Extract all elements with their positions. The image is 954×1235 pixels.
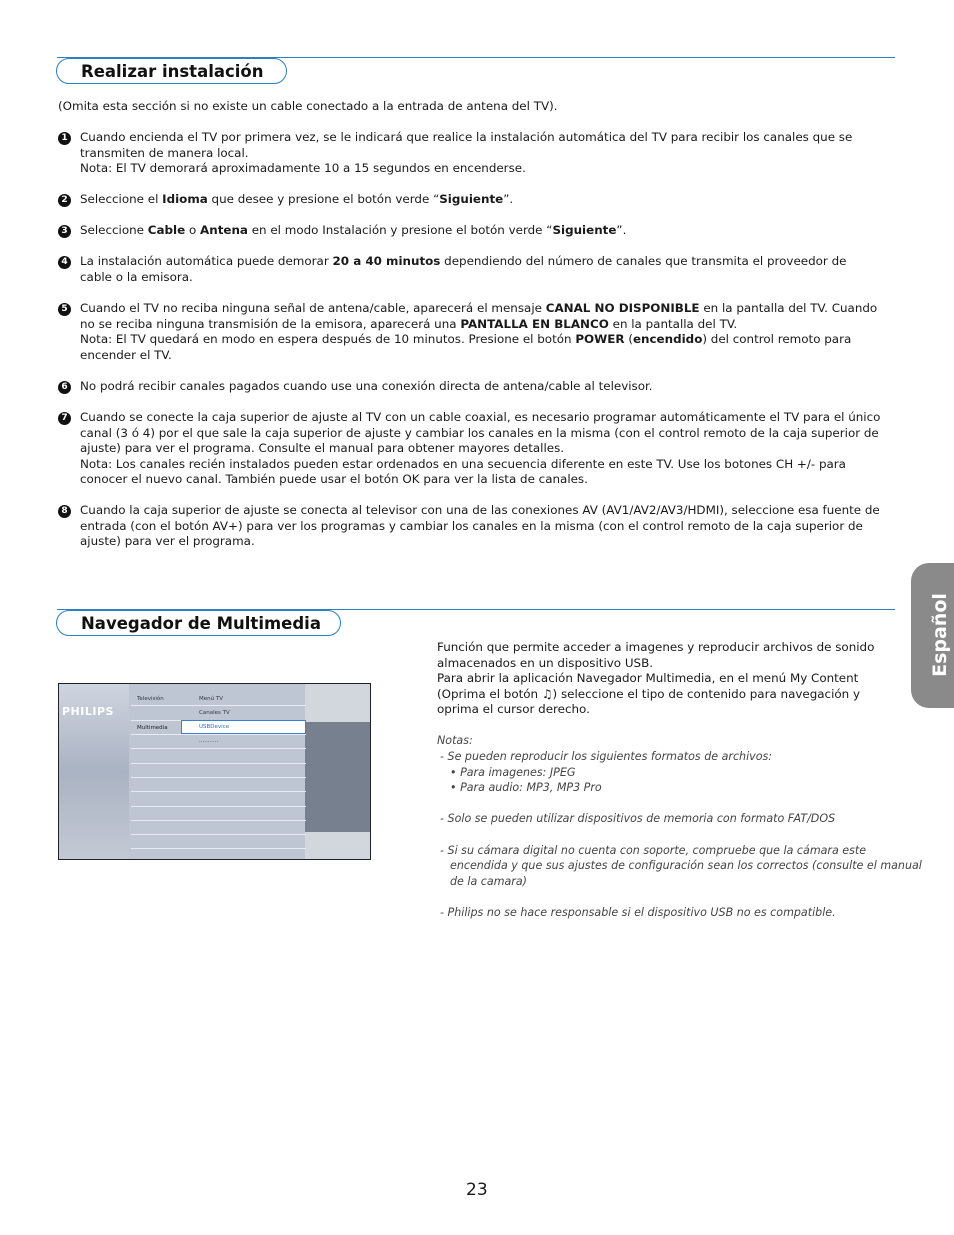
- step-8-text: Cuando la caja superior de ajuste se conecta al televisor con una de las conexiones AV (AV1/AV2/AV3/HDMI), seleccione esa fuente de entrada (con el botón AV+) para ver los programas y cambiar los canales en la misma (con el control remoto de la caja superior de ajuste) para ver el programa.: [80, 503, 880, 548]
- step-6-text: No podrá recibir canales pagados cuando use una conexión directa de antena/cable al televisor.: [80, 379, 653, 393]
- philips-logo: PHILIPS: [62, 705, 114, 718]
- step-number: 2: [58, 194, 71, 207]
- step-3-text: Seleccione Cable o Antena en el modo Instalación y presione el botón verde “Siguiente”.: [80, 223, 627, 237]
- step-5-text: Cuando el TV no reciba ninguna señal de antena/cable, aparecerá el mensaje CANAL NO DISPONIBLE en la pantalla del TV. Cuando no se reciba ninguna transmisión de la emisora, aparecerá una PANTALLA EN BLANCO en la pantalla del TV. Nota: El TV quedará en modo en espera después de 10 minutos. Presione el botón POWER (encendido) del control remoto para encender el TV.: [80, 301, 878, 362]
- step-number: 4: [58, 256, 71, 269]
- my-content-icon: ♫: [541, 686, 553, 701]
- multimedia-description: Función que permite acceder a imagenes y reproducir archivos de sonido almacenados en un dispositivo USB. Para abrir la aplicación Navegador Multimedia, en el menú My Content (Oprima el botón ♫) seleccione el tipo de contenido para navegación y oprima el cursor derecho.: [437, 640, 875, 716]
- note-4: - Philips no se hace responsable si el dispositivo USB no es compatible.: [440, 906, 836, 919]
- tv-menu-item: Televisión: [137, 696, 164, 702]
- tv-submenu-item: USBDevice: [199, 724, 230, 730]
- step-number: 5: [58, 303, 71, 316]
- section-title-multimedia: Navegador de Multimedia: [56, 610, 341, 636]
- tv-submenu-item: ...........: [199, 738, 219, 744]
- step-number: 6: [58, 381, 71, 394]
- step-1-text: Cuando encienda el TV por primera vez, se le indicará que realice la instalación automática del TV para recibir los canales que se transmiten de manera local. Nota: El TV demorará aproximadamente 10 a 15 segundos en encenderse.: [80, 130, 853, 175]
- tv-right-panel: [305, 684, 371, 859]
- step-4-text: La instalación automática puede demorar 20 a 40 minutos dependiendo del número de canales que transmita el proveedor de cable o la emisora.: [80, 254, 847, 284]
- tv-menu-item: Multimedia: [137, 725, 168, 731]
- tv-menu-screenshot: [58, 683, 371, 860]
- note-3b: encendida y que sus ajustes de configuración sean los correctos (consulte el manual: [450, 859, 922, 872]
- note-1b: • Para audio: MP3, MP3 Pro: [450, 781, 602, 794]
- page-number: 23: [466, 1180, 488, 1200]
- tv-submenu-item: Menú TV: [199, 696, 223, 702]
- intro-text: (Omita esta sección si no existe un cable conectado a la entrada de antena del TV).: [58, 99, 558, 113]
- step-number: 8: [58, 505, 71, 518]
- step-number: 1: [58, 132, 71, 145]
- step-2-text: Seleccione el Idioma que desee y presione el botón verde “Siguiente”.: [80, 192, 514, 206]
- step-number: 3: [58, 225, 71, 238]
- tv-submenu-item: Canales TV: [199, 710, 230, 716]
- note-3c: de la camara): [450, 875, 527, 888]
- note-3a: - Si su cámara digital no cuenta con soporte, compruebe que la cámara este: [440, 844, 867, 857]
- note-2: - Solo se pueden utilizar dispositivos de memoria con formato FAT/DOS: [440, 812, 836, 825]
- note-1a: • Para imagenes: JPEG: [450, 766, 576, 779]
- note-1: - Se pueden reproducir los siguientes formatos de archivos:: [440, 750, 773, 763]
- step-number: 7: [58, 412, 71, 425]
- language-tab-label: Español: [929, 593, 951, 677]
- step-7-text: Cuando se conecte la caja superior de ajuste al TV con un cable coaxial, es necesario programar automáticamente el TV para el único canal (3 ó 4) por el que sale la caja superior de ajuste y cambiar los canales en la misma (con el control remoto de la caja superior de ajuste) para ver el programa. Consulte el manual para obtener mayores detalles. Nota: Los canales recién instalados pueden estar ordenados en una secuencia diferente en este TV. Use los botones CH +/- para conocer el nuevo canal. También puede usar el botón OK para ver la lista de canales.: [80, 410, 881, 486]
- section-title-installation: Realizar instalación: [56, 58, 287, 84]
- notes-title: Notas:: [437, 734, 473, 747]
